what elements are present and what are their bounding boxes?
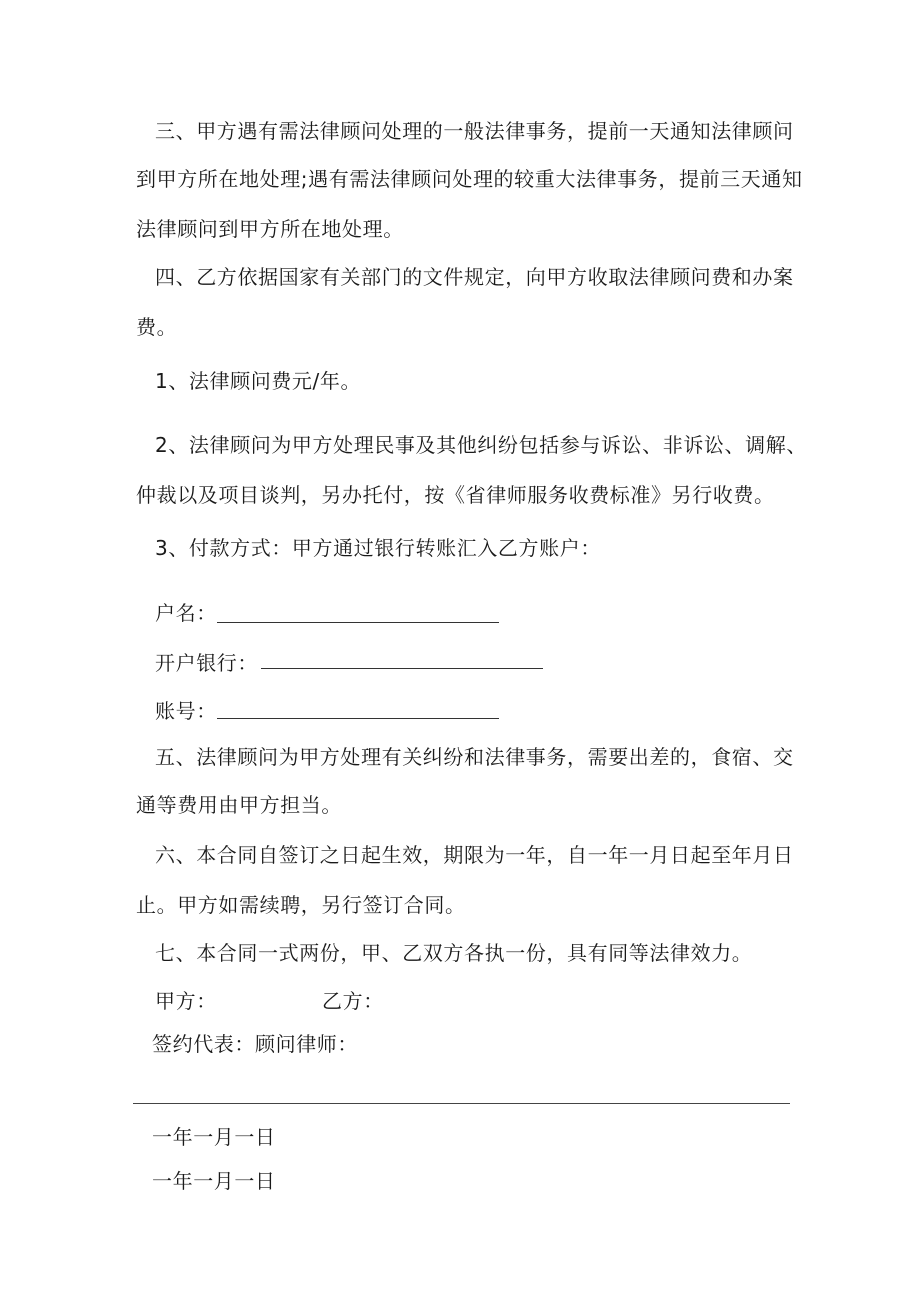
clause5-line2: 通等费用由甲方担当。 [136,793,342,817]
clause4-item3: 3、付款方式：甲方通过银行转账汇入乙方账户： [155,536,601,560]
representatives-label: 签约代表：顾问律师： [152,1032,358,1056]
clause4-item1: 1、法律顾问费元/年。 [155,369,362,393]
clause7-line1: 七、本合同一式两份，甲、乙双方各执一份，具有同等法律效力。 [155,941,753,965]
clause3-line2: 到甲方所在地处理;遇有需法律顾问处理的较重大法律事务，提前三天通知 [136,167,803,191]
party-b-label: 乙方： [322,989,384,1013]
clause3-line1: 三、甲方遇有需法律顾问处理的一般法律事务，提前一天通知法律顾问 [155,119,794,143]
account-no-field[interactable] [217,718,499,719]
clause5-line1: 五、法律顾问为甲方处理有关纠纷和法律事务，需要出差的，食宿、交 [155,745,794,769]
clause4-line2: 费。 [136,315,178,339]
clause4-line1: 四、乙方依据国家有关部门的文件规定，向甲方收取法律顾问费和办案 [155,265,794,289]
date-line-1: 一年一月一日 [152,1125,276,1149]
account-no-label: 账号： [155,699,217,723]
date-line-2: 一年一月一日 [152,1169,276,1193]
clause6-line2: 止。甲方如需续聘，另行签订合同。 [136,893,466,917]
clause6-line1: 六、本合同自签订之日起生效，期限为一年，自一年一月日起至年月日 [155,843,794,867]
bank-label: 开户银行： [155,651,258,675]
clause4-item2-line1: 2、法律顾问为甲方处理民事及其他纠纷包括参与诉讼、非诉讼、调解、 [155,433,807,457]
party-a-label: 甲方： [155,989,217,1013]
account-name-field[interactable] [217,622,499,623]
bank-field[interactable] [261,668,543,669]
clause3-line3: 法律顾问到甲方所在地处理。 [136,217,404,241]
account-name-label: 户名： [155,601,217,625]
clause4-item2-line2: 仲裁以及项目谈判，另办托付，按《省律师服务收费标准》另行收费。 [136,483,775,507]
signature-separator [133,1103,790,1104]
